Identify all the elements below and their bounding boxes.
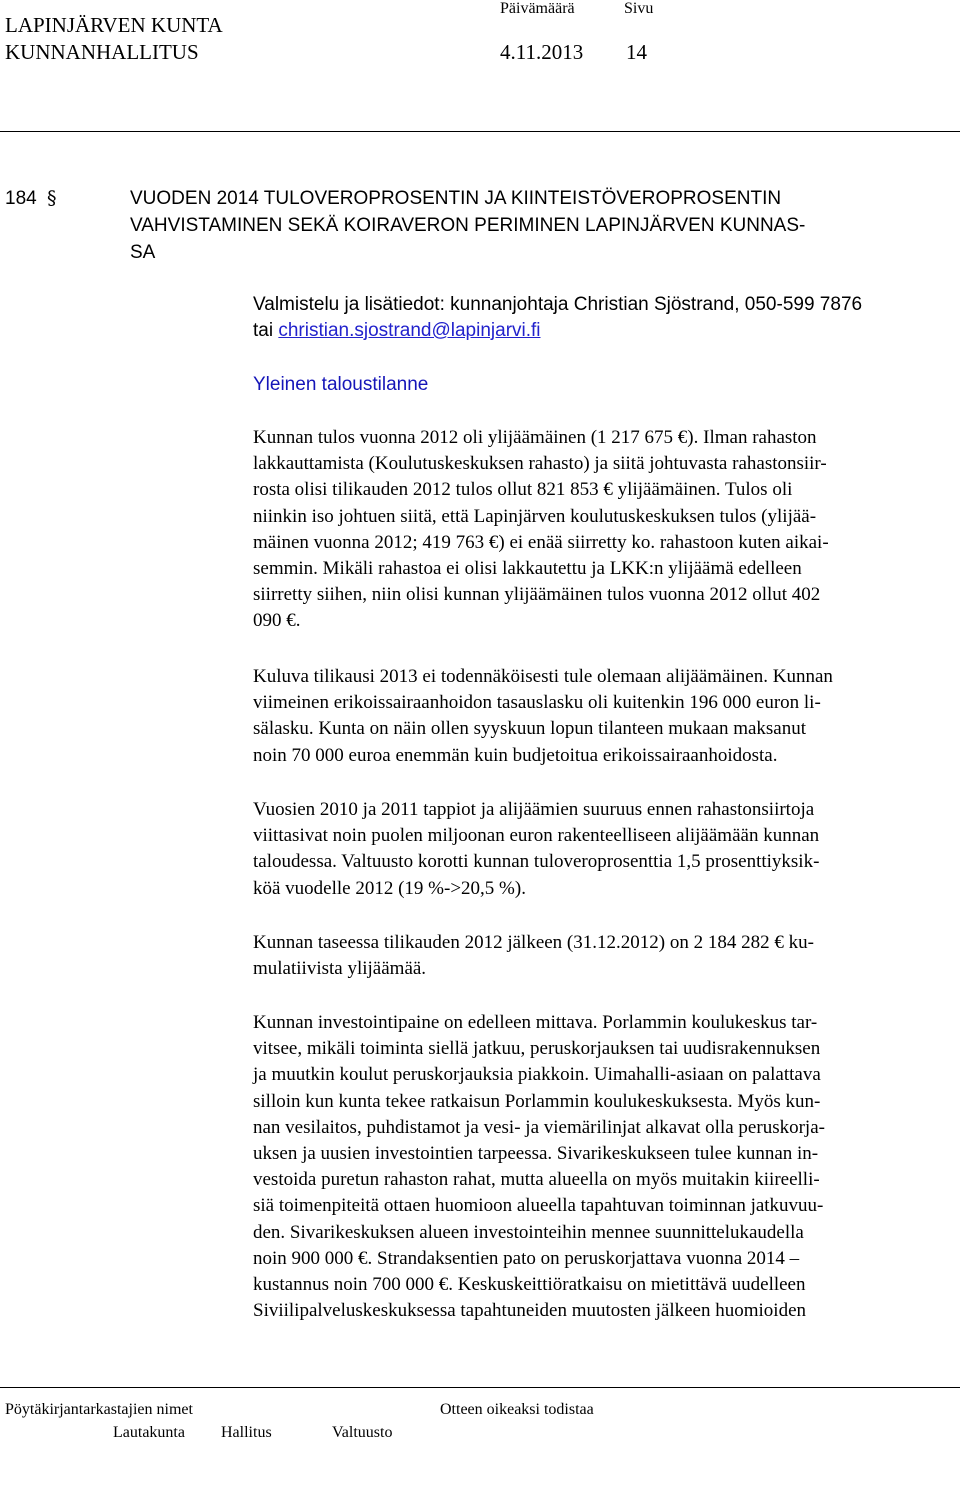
text-line: niinkin iso johtuen siitä, että Lapinjärven koulutuskeskuksen tulos (ylijää- bbox=[253, 505, 817, 527]
page-number: 14 bbox=[626, 40, 647, 64]
text-line: ja muutkin koulut peruskorjauksia piakkoin. Uimahalli-asiaan on palattava bbox=[253, 1064, 821, 1086]
section-title-line: VUODEN 2014 TULOVEROPROSENTIN JA KIINTEISTÖVEROPROSENTIN bbox=[130, 188, 782, 209]
text-line: taloudessa. Valtuusto korotti kunnan tuloveroprosenttia 1,5 prosenttiyksik- bbox=[253, 851, 820, 873]
text-line: rosta olisi tilikauden 2012 tulos ollut 821 853 € ylijäämäinen. Tulos oli bbox=[253, 479, 793, 501]
text-line: mäinen vuonna 2012; 419 763 €) ei enää siirretty ko. rahastoon kuten aikai- bbox=[253, 531, 829, 553]
text-line: lakkauttamista (Koulutuskeskuksen rahasto) ja siitä johtuvasta rahastonsiir- bbox=[253, 453, 827, 475]
board-name: KUNNANHALLITUS bbox=[5, 40, 199, 64]
signers-label: Pöytäkirjantarkastajien nimet bbox=[5, 1401, 193, 1418]
paragraph-2 bbox=[253, 664, 833, 769]
subheading: Yleinen taloustilanne bbox=[253, 374, 429, 395]
text-line: Kunnan investointipaine on edelleen mittava. Porlammin koulukeskus tar- bbox=[253, 1012, 818, 1033]
paragraph-4 bbox=[253, 930, 814, 982]
text-line: Kunnan taseessa tilikauden 2012 jälkeen (31.12.2012) on 2 184 282 € ku- bbox=[253, 932, 814, 953]
header-divider bbox=[0, 131, 960, 132]
municipality-name: LAPINJÄRVEN KUNTA bbox=[5, 13, 223, 37]
section-number: 184 bbox=[5, 188, 37, 209]
preparation-info bbox=[253, 292, 862, 344]
section-mark: § bbox=[47, 187, 57, 209]
paragraph-3 bbox=[253, 797, 819, 902]
section-title-line: VAHVISTAMINEN SEKÄ KOIRAVERON PERIMINEN LAPINJÄRVEN KUNNAS- bbox=[130, 215, 806, 236]
section-title-line: SA bbox=[130, 242, 156, 263]
page-label: Sivu bbox=[624, 0, 654, 17]
text-line: silloin kun kunta tekee ratkaisun Porlammin koulukeskuksesta. Myös kun- bbox=[253, 1090, 821, 1112]
text-line: viittasivat noin puolen miljoonan euron rakenteelliseen alijäämään kunnan bbox=[253, 825, 820, 847]
text-line: 090 €. bbox=[253, 610, 301, 632]
text-line: köä vuodelle 2012 (19 %->20,5 %). bbox=[253, 877, 526, 899]
section-title bbox=[130, 185, 805, 266]
email-link[interactable]: christian.sjostrand@lapinjarvi.fi bbox=[278, 320, 541, 341]
footer-col-board: Hallitus bbox=[221, 1424, 272, 1441]
contact-line bbox=[253, 318, 862, 344]
preparer-line: Valmistelu ja lisätiedot: kunnanjohtaja Christian Sjöstrand, 050-599 7876 bbox=[253, 294, 863, 315]
text-line: noin 70 000 euroa enemmän kuin budjetoitua erikoissairaanhoidosta. bbox=[253, 744, 778, 766]
paragraph-5 bbox=[253, 1010, 825, 1324]
text-line: uksen ja uusien investointien tarpeessa. Sivarikeskukseen tulee kunnan in- bbox=[253, 1143, 819, 1165]
date-label: Päivämäärä bbox=[500, 0, 575, 17]
footer-divider bbox=[0, 1387, 960, 1388]
meeting-date: 4.11.2013 bbox=[500, 40, 584, 64]
text-line: siirretty siihen, niin olisi kunnan ylijäämäinen tulos vuonna 2012 ollut 402 bbox=[253, 584, 821, 606]
text-line: viimeinen erikoissairaanhoidon tasauslasku oli kuitenkin 196 000 euron li- bbox=[253, 692, 821, 714]
text-line: den. Sivarikeskuksen alueen investointeihin mennee suunnittelukaudella bbox=[253, 1221, 804, 1243]
footer-col-committee: Lautakunta bbox=[113, 1424, 185, 1441]
text-line: Vuosien 2010 ja 2011 tappiot ja alijäämien suuruus ennen rahastonsiirtoja bbox=[253, 799, 815, 820]
certified-label: Otteen oikeaksi todistaa bbox=[440, 1401, 594, 1418]
footer-col-council: Valtuusto bbox=[332, 1424, 393, 1441]
text-line: nan vesilaitos, puhdistamot ja vesi- ja viemärilinjat alkavat olla peruskorja- bbox=[253, 1116, 825, 1138]
text-line: kustannus noin 700 000 €. Keskuskeittiöratkaisu on mietittävä uudelleen bbox=[253, 1274, 806, 1296]
text-line: semmin. Mikäli rahastoa ei olisi lakkautettu ja LKK:n ylijäämä edelleen bbox=[253, 558, 802, 580]
text-line: Kuluva tilikausi 2013 ei todennäköisesti tule olemaan alijäämäinen. Kunnan bbox=[253, 666, 833, 687]
text-line: mulatiivista ylijäämää. bbox=[253, 958, 427, 980]
text-line: Siviilipalveluskeskuksessa tapahtuneiden muutosten jälkeen huomioiden bbox=[253, 1300, 807, 1322]
text-line: noin 900 000 €. Strandaksentien pato on peruskorjattava vuonna 2014 – bbox=[253, 1247, 800, 1269]
paragraph-1 bbox=[253, 425, 829, 635]
contact-prefix: tai bbox=[253, 320, 279, 341]
text-line: sälasku. Kunta on näin ollen syyskuun lopun tilanteen mukaan maksanut bbox=[253, 718, 807, 740]
text-line: vitsee, mikäli toiminta siellä jatkuu, peruskorjauksen tai uudisrakennuksen bbox=[253, 1038, 821, 1060]
text-line: siä toimenpiteitä ottaen huomioon alueella tapahtuvan toiminnan jatkuvuu- bbox=[253, 1195, 824, 1217]
text-line: Kunnan tulos vuonna 2012 oli ylijäämäinen (1 217 675 €). Ilman rahaston bbox=[253, 427, 817, 448]
text-line: vestoida puretun rahaston rahat, mutta alueella on myös muitakin kiireelli- bbox=[253, 1169, 820, 1191]
